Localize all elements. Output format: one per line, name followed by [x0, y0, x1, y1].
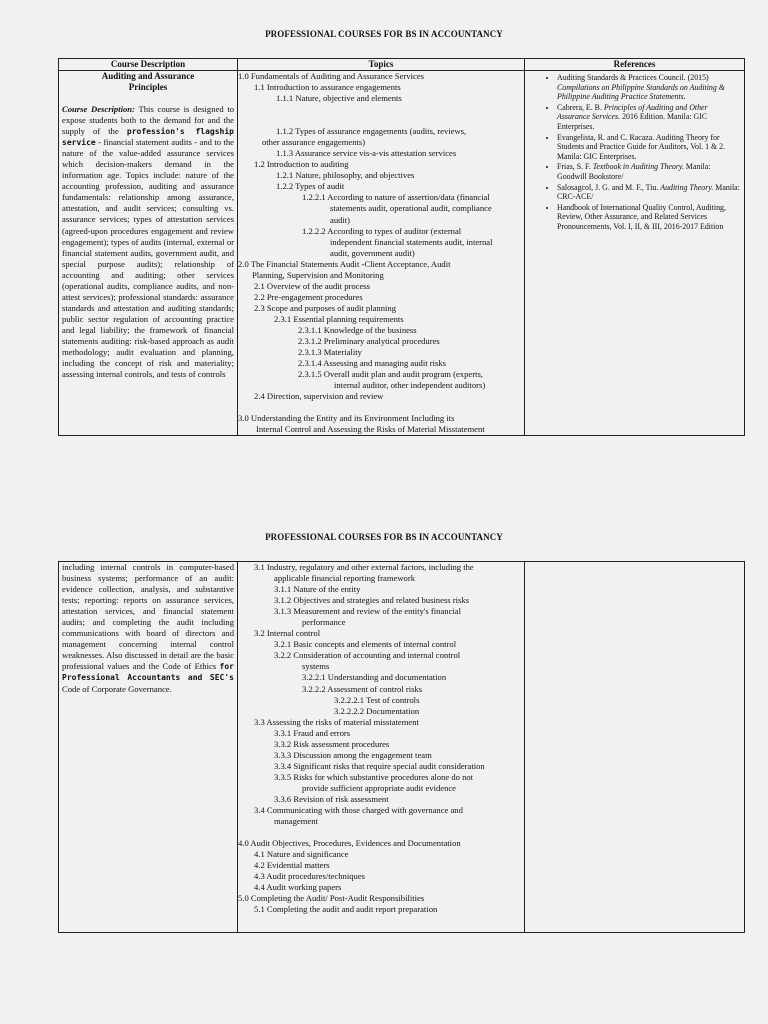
references-cell — [525, 71, 745, 436]
topic-line: 2.3 Scope and purposes of audit planning — [254, 302, 397, 313]
course-description-emphasis: profession's flagship service — [62, 127, 234, 148]
topic-line: 1.1 Introduction to assurance engagements — [254, 82, 401, 93]
topic-line: 2.3.1.2 Preliminary analytical procedures — [298, 336, 440, 347]
reference-item: • Salosagcol, J. G. and M. F., Tiu. Auditing Theory. Manila: CRC-ACE/ — [557, 183, 740, 202]
topic-line: Planning, Supervision and Monitoring — [252, 269, 384, 280]
topic-line: 3.3 Assessing the risks of material misstatement — [254, 716, 419, 727]
topic-line: 3.1.1 Nature of the entity — [274, 584, 361, 595]
topic-line: 2.3.1.5 Overall audit plan and audit program (experts, — [298, 369, 483, 380]
topic-line — [238, 104, 524, 115]
course-description-part3: including internal controls in computer-based business systems; performance of an audit: evidence collection, analysis, and substantive tests; reporting: reports on assurance services, attestation services, and financial statement audits; and completing the audit including communications with board of directors and management concerning internal control weaknesses. Also discussed in detail are the basic professional values and the Code of Ethics — [62, 562, 234, 672]
topic-line: 3.3.2 Risk assessment procedures — [274, 738, 390, 749]
header-course-description: Course Description — [59, 59, 238, 71]
topic-line: Internal Control and Assessing the Risks of Material Misstatement — [256, 424, 485, 435]
topic-line: 3.3.6 Revision of risk assessment — [274, 793, 389, 804]
course-description-part2: - financial statement audits - and to the nature of the value-added assurance services which decision-makers demand in the information age. Topics include: nature of the accounting profession, auditing and assurance fundamentals: relationship among assurance, attestation, and audit services; consulting vs. assurance services; types of attestation services (agreed-upon procedures engagement and review engagement); types of audits (internal, external or financial statement audits, government audit, and special purpose audits); relationship of accounting and auditing; other services (operational audits, compliance audits, and non-attest services); professional standards: assurance standards and attestation and auditing standards; public sector regulation of accounting practice and legal liability; the framework of financial statements auditing: risk-based approach as audit methodology; audit evaluation and planning, including the concept of risk and materiality; assessing internal controls, and tests of controls — [62, 137, 234, 380]
course-row — [59, 71, 745, 436]
topics-cell — [238, 71, 525, 436]
topic-line — [238, 827, 524, 838]
topic-line: 5.0 Completing the Audit/ Post-Audit Responsibilities — [238, 893, 425, 904]
topic-line: 2.3.1.3 Materiality — [298, 347, 362, 358]
header-topics: Topics — [238, 59, 525, 71]
topic-line: 3.2.2 Consideration of accounting and internal control — [274, 650, 461, 661]
topic-line: audit) — [330, 214, 351, 225]
topic-line: 3.1.2 Objectives and strategies and related business risks — [274, 595, 469, 606]
topic-line: performance — [302, 617, 346, 628]
page-1 — [0, 0, 768, 478]
topic-line: 3.4 Communicating with those charged with governance and — [254, 805, 463, 816]
course-table — [58, 58, 745, 436]
page-title-2: PROFESSIONAL COURSES FOR BS IN ACCOUNTANCY — [265, 532, 503, 542]
topic-line: 3.2.2.1 Understanding and documentation — [302, 672, 447, 683]
page-title: PROFESSIONAL COURSES FOR BS IN ACCOUNTANCY — [265, 29, 503, 39]
course-description-part4: Code of Corporate Governance. — [62, 683, 172, 694]
course-description-cell-continued — [59, 562, 238, 933]
topic-line: independent financial statements audit, internal — [330, 236, 493, 247]
topic-line: 3.2.1 Basic concepts and elements of internal control — [274, 639, 457, 650]
topic-line: 1.1.3 Assurance service vis-a-vis attestation services — [276, 148, 457, 159]
topic-line: management — [274, 816, 318, 827]
topic-line: 5.1 Completing the audit and audit report preparation — [254, 904, 438, 915]
topic-line: 2.3.1 Essential planning requirements — [274, 313, 404, 324]
reference-item: • Evangelista, R. and C. Racaza. Auditing Theory for Students and Practice Guide for Auditors, Vol. 1 & 2. Manila: GIC Enterprises. — [557, 133, 740, 162]
course-title-line2: Principles — [128, 82, 168, 92]
topic-line: 2.3.1.1 Knowledge of the business — [298, 324, 417, 335]
topic-line: 1.1.1 Nature, objective and elements — [276, 93, 402, 104]
topic-line — [238, 402, 524, 413]
course-row-continued — [59, 562, 745, 933]
topic-line: 1.2.2 Types of audit — [276, 181, 345, 192]
topic-line: 3.2.2.2.1 Test of controls — [334, 694, 420, 705]
topic-line: provide sufficient appropriate audit evidence — [302, 782, 456, 793]
course-description-emphasis-2: for Professional Accountants and SEC's — [62, 662, 234, 683]
topic-line: 1.2 Introduction to auditing — [254, 159, 349, 170]
topic-line: 3.3.1 Fraud and errors — [274, 727, 351, 738]
topic-line: 3.2.2.2 Assessment of control risks — [302, 683, 423, 694]
course-description-cell — [59, 71, 238, 436]
topic-line: 3.3.4 Significant risks that require special audit consideration — [274, 760, 485, 771]
topic-line: 3.0 Understanding the Entity and its Environment Including its — [238, 413, 455, 424]
topic-line: 3.2 Internal control — [254, 628, 321, 639]
course-description-part1: This course is designed to expose students both to the demand for and the supply of the — [62, 104, 235, 137]
topic-line: systems — [302, 661, 330, 672]
reference-item: • Auditing Standards & Practices Council. (2015) Compilations on Philippine Standards on Auditing & Philippine Auditing Practice Statements. — [557, 73, 740, 102]
topic-line: 3.1.3 Measurement and review of the entity's financial — [274, 606, 461, 617]
topic-line: 4.2 Evidential matters — [254, 860, 330, 871]
reference-item: • Frias, S. F. Textbook in Auditing Theory. Manila: Goodwill Bookstore/ — [557, 162, 740, 181]
course-title-line1: Auditing and Assurance — [101, 71, 195, 81]
topic-line: 3.3.3 Discussion among the engagement team — [274, 749, 432, 760]
topic-line: 1.2.2.1 According to nature of assertion/data (financial — [302, 192, 490, 203]
topic-line: 1.0 Fundamentals of Auditing and Assurance Services — [238, 71, 424, 81]
topic-line: 3.2.2.2.2 Documentation — [334, 705, 420, 716]
topic-line: 3.3.5 Risks for which substantive procedures alone do not — [274, 771, 474, 782]
topic-line: 4.4 Audit working papers — [254, 882, 342, 893]
topic-line: 2.3.1.4 Assessing and managing audit risks — [298, 358, 446, 369]
topic-line: 1.1.2 Types of assurance engagements (audits, reviews, — [276, 126, 467, 137]
topics-list — [238, 71, 524, 435]
topic-line: 3.1 Industry, regulatory and other external factors, including the — [254, 562, 474, 572]
reference-item: • Handbook of International Quality Control, Auditing, Review, Other Assurance, and Related Services Pronouncements, Vol. I, II, & III, 2016-2017 Edition — [557, 203, 740, 232]
header-references: References — [525, 59, 745, 71]
header-row — [59, 59, 745, 71]
topic-line — [238, 115, 524, 126]
topic-line: 2.0 The Financial Statements Audit -Client Acceptance, Audit — [238, 258, 451, 269]
topic-line: 1.2.1 Nature, philosophy, and objectives — [276, 170, 415, 181]
topic-line: statements audit, operational audit, compliance — [330, 203, 492, 214]
topics-cell-continued — [238, 562, 525, 933]
topic-line: 1.2.2.2 According to types of auditor (external — [302, 225, 462, 236]
topic-line: 4.3 Audit procedures/techniques — [254, 871, 365, 882]
topic-line: 2.4 Direction, supervision and review — [254, 391, 384, 402]
topic-line: applicable financial reporting framework — [274, 573, 416, 584]
course-description-text — [62, 104, 234, 379]
topic-line: 2.2 Pre-engagement procedures — [254, 291, 363, 302]
course-description-label: Course Description: — [62, 104, 135, 114]
course-table-continued — [58, 561, 745, 933]
references-cell-continued — [525, 562, 745, 933]
topic-line: audit, government audit) — [330, 247, 415, 258]
references-list — [529, 73, 740, 232]
topics-list-continued — [238, 562, 524, 915]
course-title — [62, 71, 234, 93]
reference-item: • Cabrera, E. B. Principles of Auditing and Other Assurance Services. 2016 Edition. Manila: GIC Enterprises. — [557, 103, 740, 132]
topic-line: other assurance engagements) — [262, 137, 366, 148]
topic-line: internal auditor, other independent auditors) — [334, 380, 486, 391]
topic-line: 2.1 Overview of the audit process — [254, 280, 370, 291]
topic-line: 4.0 Audit Objectives, Procedures, Evidences and Documentation — [238, 838, 461, 849]
topic-line: 4.1 Nature and significance — [254, 849, 349, 860]
